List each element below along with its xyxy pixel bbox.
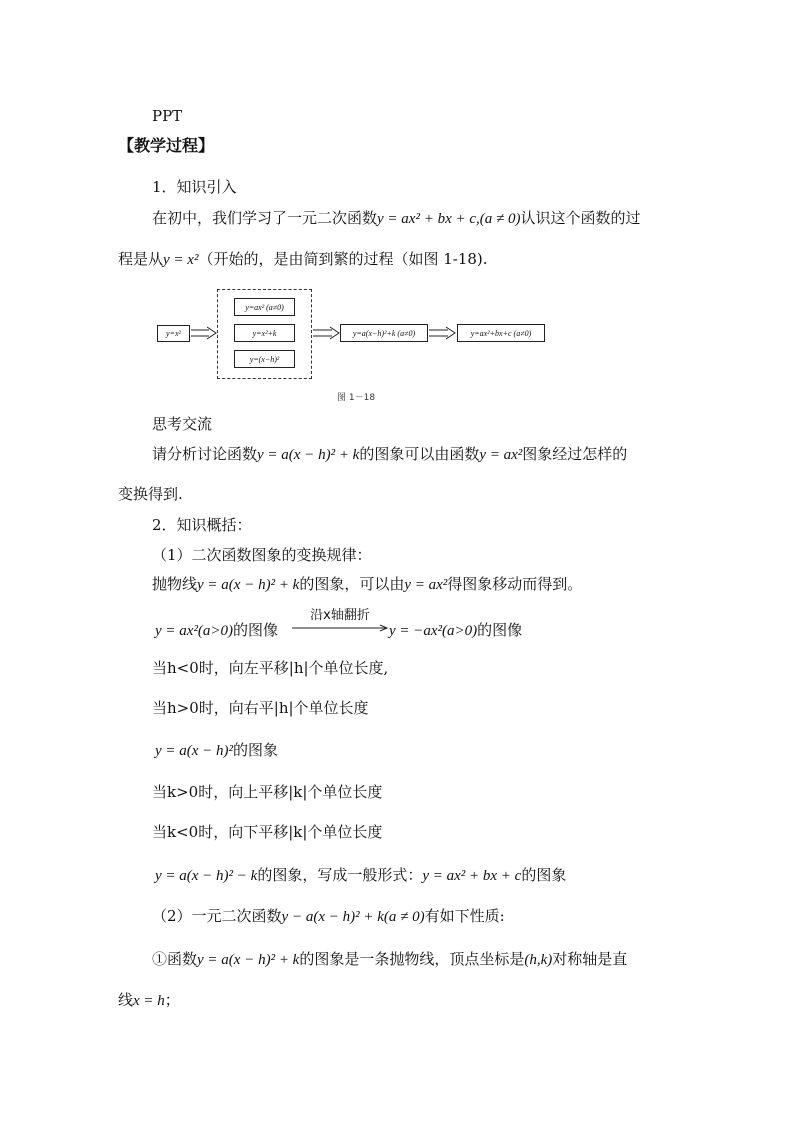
s2-formula: y = ax²(a>0) <box>155 623 234 639</box>
s2-text: 的图象 <box>521 866 567 884</box>
diagram-box-b: y=x²+k <box>234 324 295 342</box>
think-text: 的图象可以由函数 <box>359 445 480 463</box>
s2-text: 对称轴是直 <box>552 950 628 968</box>
s1-title: 1．知识引入 <box>152 178 237 196</box>
s2-text: 的图像 <box>233 621 279 639</box>
think-title: 思考交流 <box>152 415 213 433</box>
s2-formula: x = h <box>133 993 165 1009</box>
flip-arrow-label: 沿x轴翻折 <box>310 608 370 623</box>
s2-text: ①函数 <box>152 950 198 968</box>
s2-text: 的图像 <box>477 621 523 639</box>
s2-formula: y = a(x − h)² + k <box>197 952 300 968</box>
s2-text: 线 <box>118 991 134 1009</box>
diagram-box-c: y=(x−h)² <box>234 350 295 368</box>
diagram-box-end: y=ax²+bx+c (a≠0) <box>457 324 545 342</box>
s2-formula: y − a(x − h)² + k(a ≠ 0) <box>281 909 425 925</box>
s1-formula: y = x² <box>163 252 199 268</box>
s2-line4: 当h>0时，向右平|h|个单位长度 <box>152 699 369 717</box>
think-text: 请分析讨论函数 <box>152 445 258 463</box>
s1-text: 在初中，我们学习了一元二次函数 <box>152 209 378 227</box>
s2-formula: y = a(x − h)² − k <box>155 868 258 884</box>
right-arrow-icon <box>292 624 388 632</box>
s2-text: 的图象，写成一般形式： <box>257 866 423 884</box>
s2-text: 的图象是一条抛物线，顶点坐标是 <box>299 950 525 968</box>
s2-formula: y = ax² + bx + c <box>422 868 522 884</box>
flip-arrow <box>292 609 388 633</box>
think-line1 <box>152 444 627 465</box>
s2-line1 <box>152 574 582 595</box>
s2-line2b <box>389 620 522 641</box>
think-formula: y = ax² <box>479 447 523 463</box>
diagram-box-a: y=ax² (a≠0) <box>234 298 295 316</box>
diagram-caption: 图 1－18 <box>337 393 376 403</box>
s2-formula: y = ax² <box>404 577 448 593</box>
s2-text: 得图象移动而得到。 <box>447 575 583 593</box>
s1-paragraph-line1 <box>152 208 641 229</box>
s2-sub2 <box>152 906 505 927</box>
s2-sub1: （1）二次函数图象的变换规律： <box>152 546 372 564</box>
section-title: 【教学过程】 <box>118 136 215 155</box>
s2-property1-line1 <box>152 949 627 970</box>
s2-text: （2）一元二次函数 <box>152 907 282 925</box>
s2-formula: y = −ax²(a>0) <box>389 623 478 639</box>
s2-line8 <box>155 865 566 886</box>
s2-text: ； <box>164 991 180 1009</box>
s1-paragraph-line2 <box>118 249 488 270</box>
double-arrow-icon <box>428 326 457 340</box>
s2-line2 <box>155 620 278 641</box>
s2-line6: 当k>0时，向上平移|k|个单位长度 <box>152 783 383 801</box>
think-text: 图象经过怎样的 <box>522 445 628 463</box>
s2-formula: (h,k) <box>524 952 553 968</box>
s1-text: 认识这个函数的过 <box>520 209 641 227</box>
s2-text: 的图象，可以由 <box>299 575 405 593</box>
s1-formula: y = ax² + bx + c,(a ≠ 0) <box>377 211 521 227</box>
s2-text: 有如下性质: <box>424 907 505 925</box>
think-line2: 变换得到. <box>118 485 183 503</box>
s2-formula: y = a(x − h)² <box>155 743 234 759</box>
double-arrow-icon <box>190 326 218 340</box>
s2-title: 2．知识概括： <box>152 516 252 534</box>
s2-text: 抛物线 <box>152 575 198 593</box>
think-formula: y = a(x − h)² + k <box>257 447 360 463</box>
s2-line3: 当h<0时，向左平移|h|个单位长度, <box>152 659 389 677</box>
s2-text: 的图象 <box>233 741 279 759</box>
s2-property1-line2 <box>118 990 180 1011</box>
s1-text: （开始的，是由简到繁的过程（如图 1-18). <box>198 250 488 268</box>
s2-formula: y = a(x − h)² + k <box>197 577 300 593</box>
s1-text: 程是从 <box>118 250 164 268</box>
diagram-box-mid: y=a(x−h)²+k (a≠0) <box>340 324 428 342</box>
ppt-label: PPT <box>152 107 183 125</box>
diagram-box-start: y=x² <box>157 325 190 342</box>
s2-line7: 当k<0时，向下平移|k|个单位长度 <box>152 823 383 841</box>
s2-line5 <box>155 740 278 761</box>
double-arrow-icon <box>312 326 341 340</box>
